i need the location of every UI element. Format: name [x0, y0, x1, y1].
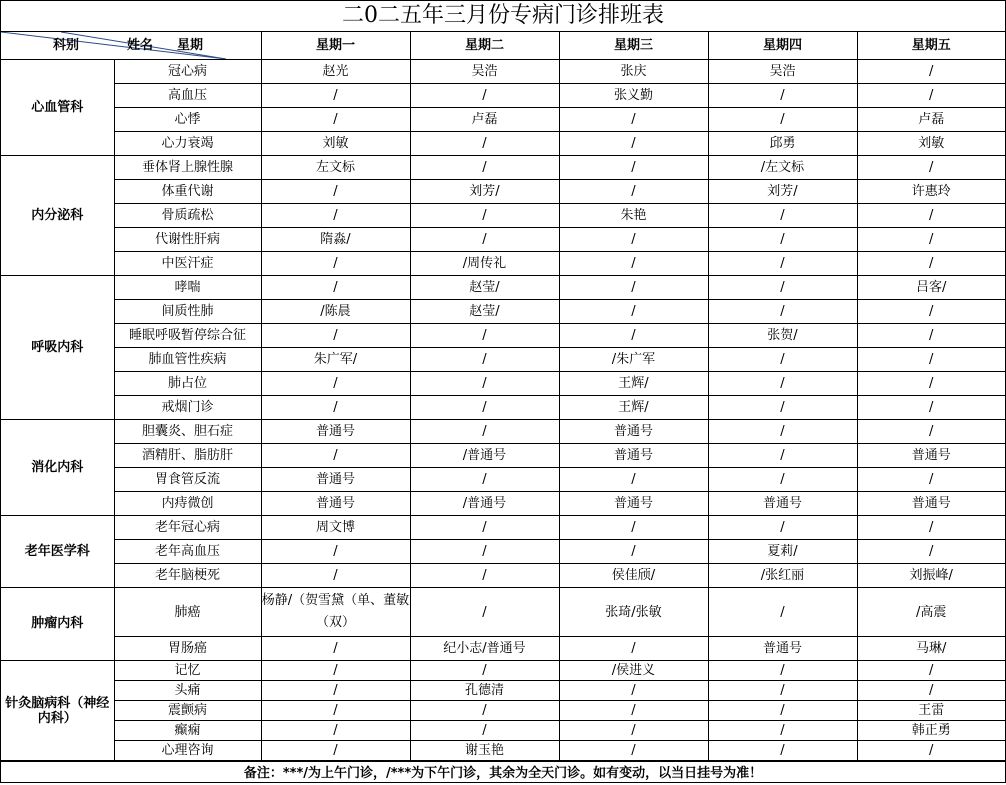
header-dept-label: 科别	[53, 38, 80, 53]
schedule-row	[1, 444, 1005, 468]
doctor-cell: /	[559, 132, 708, 156]
doctor-cell: 张琦/张敏	[559, 588, 708, 637]
schedule-row	[1, 721, 1005, 741]
doctor-cell: /	[857, 540, 1005, 564]
doctor-cell: /	[410, 372, 559, 396]
schedule-row	[1, 228, 1005, 252]
doctor-cell: /	[261, 661, 410, 681]
clinic-topic: 心悸	[114, 108, 261, 132]
schedule-row	[1, 324, 1005, 348]
doctor-cell: /	[410, 156, 559, 180]
doctor-cell: 赵莹/	[410, 276, 559, 300]
doctor-cell: /	[708, 300, 857, 324]
doctor-cell: 普通号	[559, 420, 708, 444]
doctor-cell: /	[261, 252, 410, 276]
department-name: 消化内科	[1, 420, 114, 516]
doctor-cell: /	[410, 396, 559, 420]
doctor-cell: /	[410, 84, 559, 108]
doctor-cell: 夏莉/	[708, 540, 857, 564]
doctor-cell: /	[559, 701, 708, 721]
doctor-cell: /	[559, 468, 708, 492]
doctor-cell: /	[708, 252, 857, 276]
clinic-topic: 肺癌	[114, 588, 261, 637]
doctor-cell: 韩正勇	[857, 721, 1005, 741]
doctor-cell: 王雷	[857, 701, 1005, 721]
doctor-cell: /	[857, 420, 1005, 444]
schedule-row	[1, 540, 1005, 564]
doctor-cell: 刘振峰/	[857, 564, 1005, 588]
schedule-row	[1, 276, 1005, 300]
doctor-cell: /普通号	[410, 444, 559, 468]
schedule-row	[1, 741, 1005, 761]
header-weekday-label: 星期	[177, 38, 204, 53]
doctor-cell: 马琳/	[857, 637, 1005, 661]
department-name: 肿瘤内科	[1, 588, 114, 661]
doctor-cell: /高震	[857, 588, 1005, 637]
doctor-cell: /	[410, 420, 559, 444]
doctor-cell: /	[708, 276, 857, 300]
doctor-cell: /	[261, 396, 410, 420]
doctor-cell: 谢玉艳	[410, 741, 559, 761]
doctor-cell: 王辉/	[559, 396, 708, 420]
doctor-cell: /	[261, 681, 410, 701]
schedule-row	[1, 516, 1005, 540]
doctor-cell: /	[261, 721, 410, 741]
doctor-cell: /	[559, 156, 708, 180]
clinic-topic: 骨质疏松	[114, 204, 261, 228]
doctor-cell: /	[410, 721, 559, 741]
clinic-topic: 垂体肾上腺性腺	[114, 156, 261, 180]
doctor-cell: /	[708, 661, 857, 681]
schedule-row	[1, 300, 1005, 324]
doctor-cell: /	[857, 324, 1005, 348]
doctor-cell: /	[261, 444, 410, 468]
doctor-cell: /	[857, 348, 1005, 372]
doctor-cell: /	[559, 637, 708, 661]
doctor-cell: 刘敏	[261, 132, 410, 156]
doctor-cell: /	[559, 741, 708, 761]
clinic-topic: 老年高血压	[114, 540, 261, 564]
doctor-cell: /	[261, 84, 410, 108]
department-name: 呼吸内科	[1, 276, 114, 420]
schedule-row	[1, 132, 1005, 156]
doctor-cell: 赵莹/	[410, 300, 559, 324]
doctor-cell: 普通号	[857, 492, 1005, 516]
doctor-cell: 周文博	[261, 516, 410, 540]
doctor-cell: /	[261, 701, 410, 721]
doctor-cell: /	[261, 741, 410, 761]
clinic-topic: 震颤病	[114, 701, 261, 721]
doctor-cell: 张庆	[559, 60, 708, 84]
doctor-cell: /	[559, 252, 708, 276]
doctor-cell: /	[410, 540, 559, 564]
doctor-cell: /	[708, 204, 857, 228]
doctor-cell: 纪小志/普通号	[410, 637, 559, 661]
doctor-cell: /侯进义	[559, 661, 708, 681]
doctor-cell: /	[559, 324, 708, 348]
schedule-row	[1, 372, 1005, 396]
doctor-cell: /	[261, 540, 410, 564]
doctor-cell: /	[559, 721, 708, 741]
clinic-topic: 戒烟门诊	[114, 396, 261, 420]
doctor-cell: /	[708, 516, 857, 540]
doctor-cell: 孔德清	[410, 681, 559, 701]
doctor-cell: /	[708, 108, 857, 132]
doctor-cell: /	[857, 741, 1005, 761]
doctor-cell: /	[857, 252, 1005, 276]
schedule-row	[1, 564, 1005, 588]
schedule-row	[1, 204, 1005, 228]
doctor-cell: /周传礼	[410, 252, 559, 276]
clinic-topic: 高血压	[114, 84, 261, 108]
schedule-row	[1, 60, 1005, 84]
doctor-cell: /普通号	[410, 492, 559, 516]
doctor-cell: /	[857, 661, 1005, 681]
schedule-row	[1, 492, 1005, 516]
schedule-row	[1, 637, 1005, 661]
doctor-cell: 普通号	[261, 420, 410, 444]
clinic-topic: 酒精肝、脂肪肝	[114, 444, 261, 468]
clinic-topic: 记忆	[114, 661, 261, 681]
doctor-cell: /	[708, 444, 857, 468]
doctor-cell: /	[708, 84, 857, 108]
clinic-topic: 心理咨询	[114, 741, 261, 761]
doctor-cell: /	[708, 396, 857, 420]
footnote: 备注：***/为上午门诊，/***为下午门诊，其余为全天门诊。如有变动，以当日挂号为准！	[1, 761, 1005, 785]
clinic-topic: 肺血管性疾病	[114, 348, 261, 372]
header-row	[1, 32, 1005, 60]
doctor-cell: /	[857, 228, 1005, 252]
doctor-cell: /	[261, 108, 410, 132]
clinic-topic: 冠心病	[114, 60, 261, 84]
doctor-cell: 王辉/	[559, 372, 708, 396]
doctor-cell: 侯佳颀/	[559, 564, 708, 588]
doctor-cell: /	[410, 324, 559, 348]
doctor-cell: /	[857, 300, 1005, 324]
doctor-cell: 刘芳/	[410, 180, 559, 204]
doctor-cell: /	[410, 348, 559, 372]
schedule-row	[1, 84, 1005, 108]
doctor-cell: 吴浩	[708, 60, 857, 84]
page-title: 二0二五年三月份专病门诊排班表	[1, 1, 1005, 32]
schedule-row	[1, 252, 1005, 276]
doctor-cell: 普通号	[708, 492, 857, 516]
doctor-cell: /	[559, 276, 708, 300]
doctor-cell: 刘敏	[857, 132, 1005, 156]
doctor-cell: /	[410, 228, 559, 252]
clinic-topic: 哮喘	[114, 276, 261, 300]
doctor-cell: 杨静/（贺雪黛（单、董敏（双）	[261, 588, 410, 637]
clinic-topic: 代谢性肝病	[114, 228, 261, 252]
clinic-topic: 胆囊炎、胆石症	[114, 420, 261, 444]
schedule-row	[1, 588, 1005, 637]
doctor-cell: 朱广军/	[261, 348, 410, 372]
schedule-row	[1, 180, 1005, 204]
clinic-topic: 头痛	[114, 681, 261, 701]
doctor-cell: /	[261, 637, 410, 661]
doctor-cell: /	[857, 204, 1005, 228]
doctor-cell: /	[410, 701, 559, 721]
doctor-cell: /	[857, 516, 1005, 540]
doctor-cell: /	[410, 468, 559, 492]
doctor-cell: /	[261, 276, 410, 300]
doctor-cell: /	[410, 564, 559, 588]
doctor-cell: 邱勇	[708, 132, 857, 156]
doctor-cell: /	[410, 516, 559, 540]
schedule-row	[1, 348, 1005, 372]
doctor-cell: /	[559, 540, 708, 564]
doctor-cell: 许惠玲	[857, 180, 1005, 204]
header-name-label: 姓名	[127, 38, 154, 53]
doctor-cell: 普通号	[559, 492, 708, 516]
doctor-cell: /	[708, 721, 857, 741]
header-day-5: 星期五	[857, 32, 1005, 60]
doctor-cell: 卢磊	[857, 108, 1005, 132]
doctor-cell: /	[708, 741, 857, 761]
doctor-cell: /	[261, 324, 410, 348]
schedule-table	[1, 32, 1005, 761]
header-day-3: 星期三	[559, 32, 708, 60]
doctor-cell: 普通号	[559, 444, 708, 468]
doctor-cell: /左文标	[708, 156, 857, 180]
schedule-row	[1, 701, 1005, 721]
doctor-cell: /	[708, 681, 857, 701]
doctor-cell: 张义勤	[559, 84, 708, 108]
doctor-cell: /陈晨	[261, 300, 410, 324]
clinic-topic: 癫痫	[114, 721, 261, 741]
doctor-cell: /	[857, 60, 1005, 84]
doctor-cell: /	[559, 228, 708, 252]
clinic-topic: 胃食管反流	[114, 468, 261, 492]
doctor-cell: 普通号	[857, 444, 1005, 468]
header-day-1: 星期一	[261, 32, 410, 60]
doctor-cell: 普通号	[261, 468, 410, 492]
doctor-cell: /	[708, 701, 857, 721]
doctor-cell: /	[708, 228, 857, 252]
doctor-cell: /	[559, 681, 708, 701]
doctor-cell: 刘芳/	[708, 180, 857, 204]
doctor-cell: /	[857, 468, 1005, 492]
doctor-cell: /	[708, 468, 857, 492]
schedule-row	[1, 156, 1005, 180]
schedule-row	[1, 468, 1005, 492]
doctor-cell: /张红丽	[708, 564, 857, 588]
header-day-2: 星期二	[410, 32, 559, 60]
header-corner-cell	[1, 32, 261, 60]
doctor-cell: /朱广军	[559, 348, 708, 372]
doctor-cell: /	[261, 564, 410, 588]
doctor-cell: /	[708, 588, 857, 637]
clinic-topic: 肺占位	[114, 372, 261, 396]
doctor-cell: /	[708, 372, 857, 396]
doctor-cell: /	[410, 588, 559, 637]
doctor-cell: /	[559, 108, 708, 132]
doctor-cell: 左文标	[261, 156, 410, 180]
schedule-row	[1, 420, 1005, 444]
doctor-cell: /	[261, 180, 410, 204]
schedule-row	[1, 396, 1005, 420]
doctor-cell: /	[708, 420, 857, 444]
clinic-topic: 内痔微创	[114, 492, 261, 516]
doctor-cell: /	[857, 156, 1005, 180]
header-day-4: 星期四	[708, 32, 857, 60]
doctor-cell: /	[857, 372, 1005, 396]
department-name: 针灸脑病科（神经内科）	[1, 661, 114, 761]
doctor-cell: 普通号	[708, 637, 857, 661]
doctor-cell: /	[261, 372, 410, 396]
clinic-topic: 睡眠呼吸暂停综合征	[114, 324, 261, 348]
doctor-cell: /	[410, 132, 559, 156]
department-name: 老年医学科	[1, 516, 114, 588]
clinic-topic: 间质性肺	[114, 300, 261, 324]
doctor-cell: 朱艳	[559, 204, 708, 228]
clinic-topic: 胃肠癌	[114, 637, 261, 661]
schedule-row	[1, 661, 1005, 681]
doctor-cell: 吕客/	[857, 276, 1005, 300]
clinic-topic: 老年冠心病	[114, 516, 261, 540]
department-name: 内分泌科	[1, 156, 114, 276]
doctor-cell: 普通号	[261, 492, 410, 516]
doctor-cell: 赵光	[261, 60, 410, 84]
doctor-cell: /	[857, 396, 1005, 420]
doctor-cell: /	[410, 661, 559, 681]
doctor-cell: 吴浩	[410, 60, 559, 84]
doctor-cell: /	[559, 516, 708, 540]
doctor-cell: /	[559, 300, 708, 324]
clinic-topic: 体重代谢	[114, 180, 261, 204]
doctor-cell: /	[261, 204, 410, 228]
doctor-cell: 卢磊	[410, 108, 559, 132]
schedule-row	[1, 681, 1005, 701]
doctor-cell: /	[857, 84, 1005, 108]
doctor-cell: /	[857, 681, 1005, 701]
doctor-cell: /	[559, 180, 708, 204]
doctor-cell: /	[708, 348, 857, 372]
doctor-cell: /	[410, 204, 559, 228]
doctor-cell: 隋淼/	[261, 228, 410, 252]
clinic-topic: 中医汗症	[114, 252, 261, 276]
doctor-cell: 张贺/	[708, 324, 857, 348]
department-name: 心血管科	[1, 60, 114, 156]
clinic-topic: 老年脑梗死	[114, 564, 261, 588]
schedule-row	[1, 108, 1005, 132]
clinic-topic: 心力衰竭	[114, 132, 261, 156]
